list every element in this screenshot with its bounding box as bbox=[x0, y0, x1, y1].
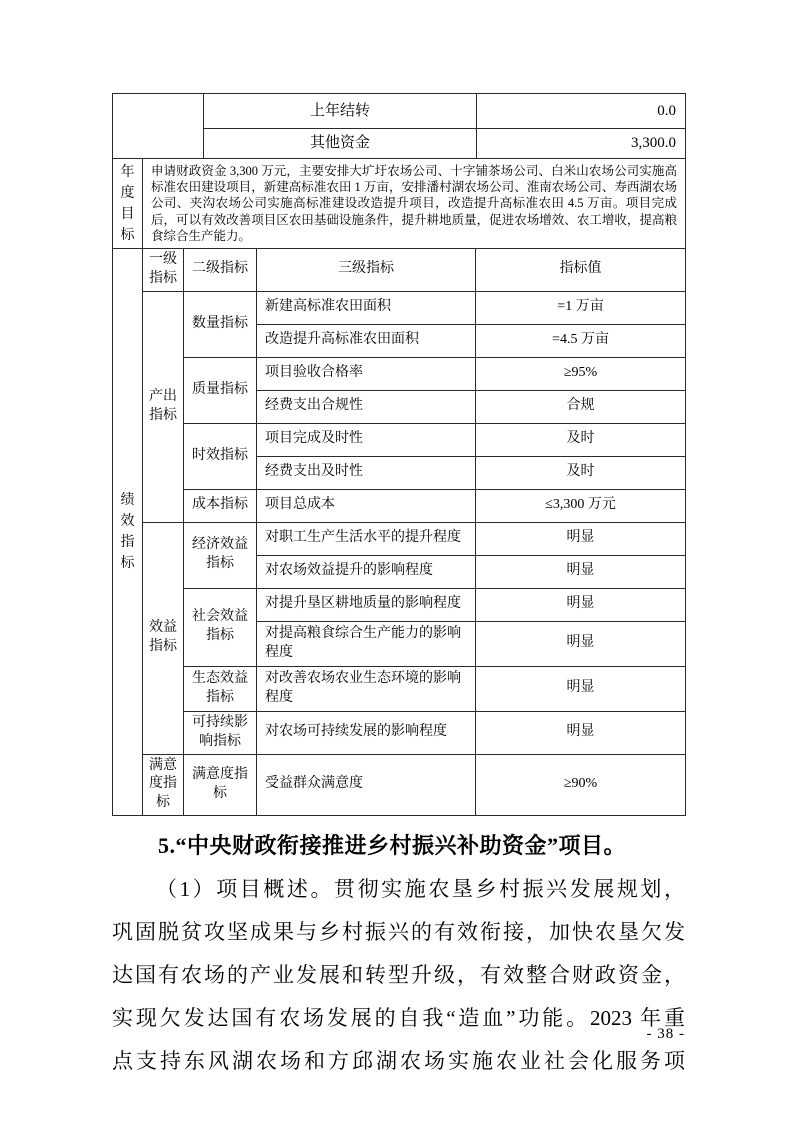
value-cell: ≤3,300 万元 bbox=[476, 489, 686, 522]
table-row bbox=[113, 711, 686, 754]
value-cell: 明显 bbox=[476, 588, 686, 621]
level3-cell: 对农场效益提升的影响程度 bbox=[257, 555, 476, 588]
funding-empty-cell bbox=[113, 94, 204, 159]
funding-label: 其他资金 bbox=[204, 129, 477, 159]
value-cell: ≥95% bbox=[476, 357, 686, 390]
paragraph-line: 达国有农场的产业发展和转型升级，有效整合财政资金， bbox=[112, 963, 685, 988]
level2-cell: 质量指标 bbox=[184, 357, 257, 423]
paragraph-line: （1）项目概述。贯彻实施农垦乡村振兴发展规划， bbox=[156, 877, 685, 902]
level3-cell: 经费支出及时性 bbox=[257, 456, 476, 489]
header-level1: 一级指标 bbox=[143, 249, 184, 292]
level3-cell: 项目总成本 bbox=[257, 489, 476, 522]
level2-cell: 数量指标 bbox=[184, 291, 257, 357]
page-content bbox=[112, 93, 685, 1083]
level3-cell: 对提升垦区耕地质量的影响程度 bbox=[257, 588, 476, 621]
table-row bbox=[113, 489, 686, 522]
table-row bbox=[113, 357, 686, 390]
value-cell: 及时 bbox=[476, 456, 686, 489]
value-cell: 明显 bbox=[476, 555, 686, 588]
table-header-row bbox=[113, 249, 686, 292]
value-cell: 明显 bbox=[476, 522, 686, 555]
level1-cell: 效益指标 bbox=[143, 522, 184, 754]
funding-table bbox=[112, 93, 686, 159]
level2-cell: 可持续影响指标 bbox=[184, 711, 257, 754]
level3-cell: 项目完成及时性 bbox=[257, 423, 476, 456]
table-row bbox=[113, 94, 686, 129]
paragraph-line: 点支持东风湖农场和方邱湖农场实施农业社会化服务项 bbox=[112, 1049, 685, 1074]
level3-cell: 对职工生产生活水平的提升程度 bbox=[257, 522, 476, 555]
performance-section-label: 绩效指标 bbox=[113, 249, 143, 816]
value-cell: 合规 bbox=[476, 390, 686, 423]
table-row bbox=[113, 159, 686, 249]
level3-cell: 项目验收合格率 bbox=[257, 357, 476, 390]
level2-cell: 成本指标 bbox=[184, 489, 257, 522]
annual-goal-table bbox=[112, 158, 686, 249]
level3-cell: 经费支出合规性 bbox=[257, 390, 476, 423]
section-heading: 5.“中央财政衔接推进乡村振兴补助资金”项目。 bbox=[158, 833, 627, 859]
table-row bbox=[113, 588, 686, 621]
paragraph-line: 实现欠发达国有农场发展的自我“造血”功能。2023 年重 bbox=[112, 1006, 685, 1031]
header-level2: 二级指标 bbox=[184, 249, 257, 292]
value-cell: 明显 bbox=[476, 621, 686, 666]
value-cell: ≥90% bbox=[476, 754, 686, 816]
page-number: - 38 - bbox=[646, 1026, 685, 1042]
funding-value: 0.0 bbox=[477, 94, 686, 129]
level2-cell: 生态效益指标 bbox=[184, 666, 257, 711]
value-cell: 明显 bbox=[476, 666, 686, 711]
level3-cell: 对农场可持续发展的影响程度 bbox=[257, 711, 476, 754]
level3-cell: 对提高粮食综合生产能力的影响程度 bbox=[257, 621, 476, 666]
body-paragraph bbox=[112, 868, 685, 1083]
table-row bbox=[113, 522, 686, 555]
header-value: 指标值 bbox=[476, 249, 686, 292]
level2-cell: 时效指标 bbox=[184, 423, 257, 489]
level1-cell: 满意度指标 bbox=[143, 754, 184, 816]
value-cell: =1 万亩 bbox=[476, 291, 686, 324]
table-row bbox=[113, 291, 686, 324]
level3-cell: 对改善农场农业生态环境的影响程度 bbox=[257, 666, 476, 711]
paragraph-line: 巩固脱贫攻坚成果与乡村振兴的有效衔接，加快农垦欠发 bbox=[112, 920, 685, 945]
header-level3: 三级指标 bbox=[257, 249, 476, 292]
level1-cell: 产出指标 bbox=[143, 291, 184, 522]
annual-goal-label: 年度目标 bbox=[113, 159, 143, 249]
level2-cell: 满意度指标 bbox=[184, 754, 257, 816]
level3-cell: 改造提升高标准农田面积 bbox=[257, 324, 476, 357]
level2-cell: 社会效益指标 bbox=[184, 588, 257, 666]
table-row bbox=[113, 754, 686, 816]
annual-goal-text: 申请财政资金 3,300 万元，主要安排大圹圩农场公司、十字铺茶场公司、白米山农场公司实施高标准农田建设项目，新建高标准农田 1 万亩，安排潘村湖农场公司、淮南农场公司、寿西湖农场公司、夹沟农场公司实施高标准建设改造提升项目，改造提升高标准农田 4.5 万亩。项目完成后，可以有效改善项目区农田基础设施条件，提升耕地质量，促进农场增效、农工增收，提高粮食综合生产能力。 bbox=[143, 159, 686, 249]
funding-label: 上年结转 bbox=[204, 94, 477, 129]
table-row bbox=[113, 423, 686, 456]
level3-cell: 受益群众满意度 bbox=[257, 754, 476, 816]
funding-value: 3,300.0 bbox=[477, 129, 686, 159]
table-row bbox=[113, 666, 686, 711]
value-cell: =4.5 万亩 bbox=[476, 324, 686, 357]
value-cell: 明显 bbox=[476, 711, 686, 754]
level3-cell: 新建高标准农田面积 bbox=[257, 291, 476, 324]
level2-cell: 经济效益指标 bbox=[184, 522, 257, 588]
performance-indicators-table bbox=[112, 248, 686, 816]
value-cell: 及时 bbox=[476, 423, 686, 456]
